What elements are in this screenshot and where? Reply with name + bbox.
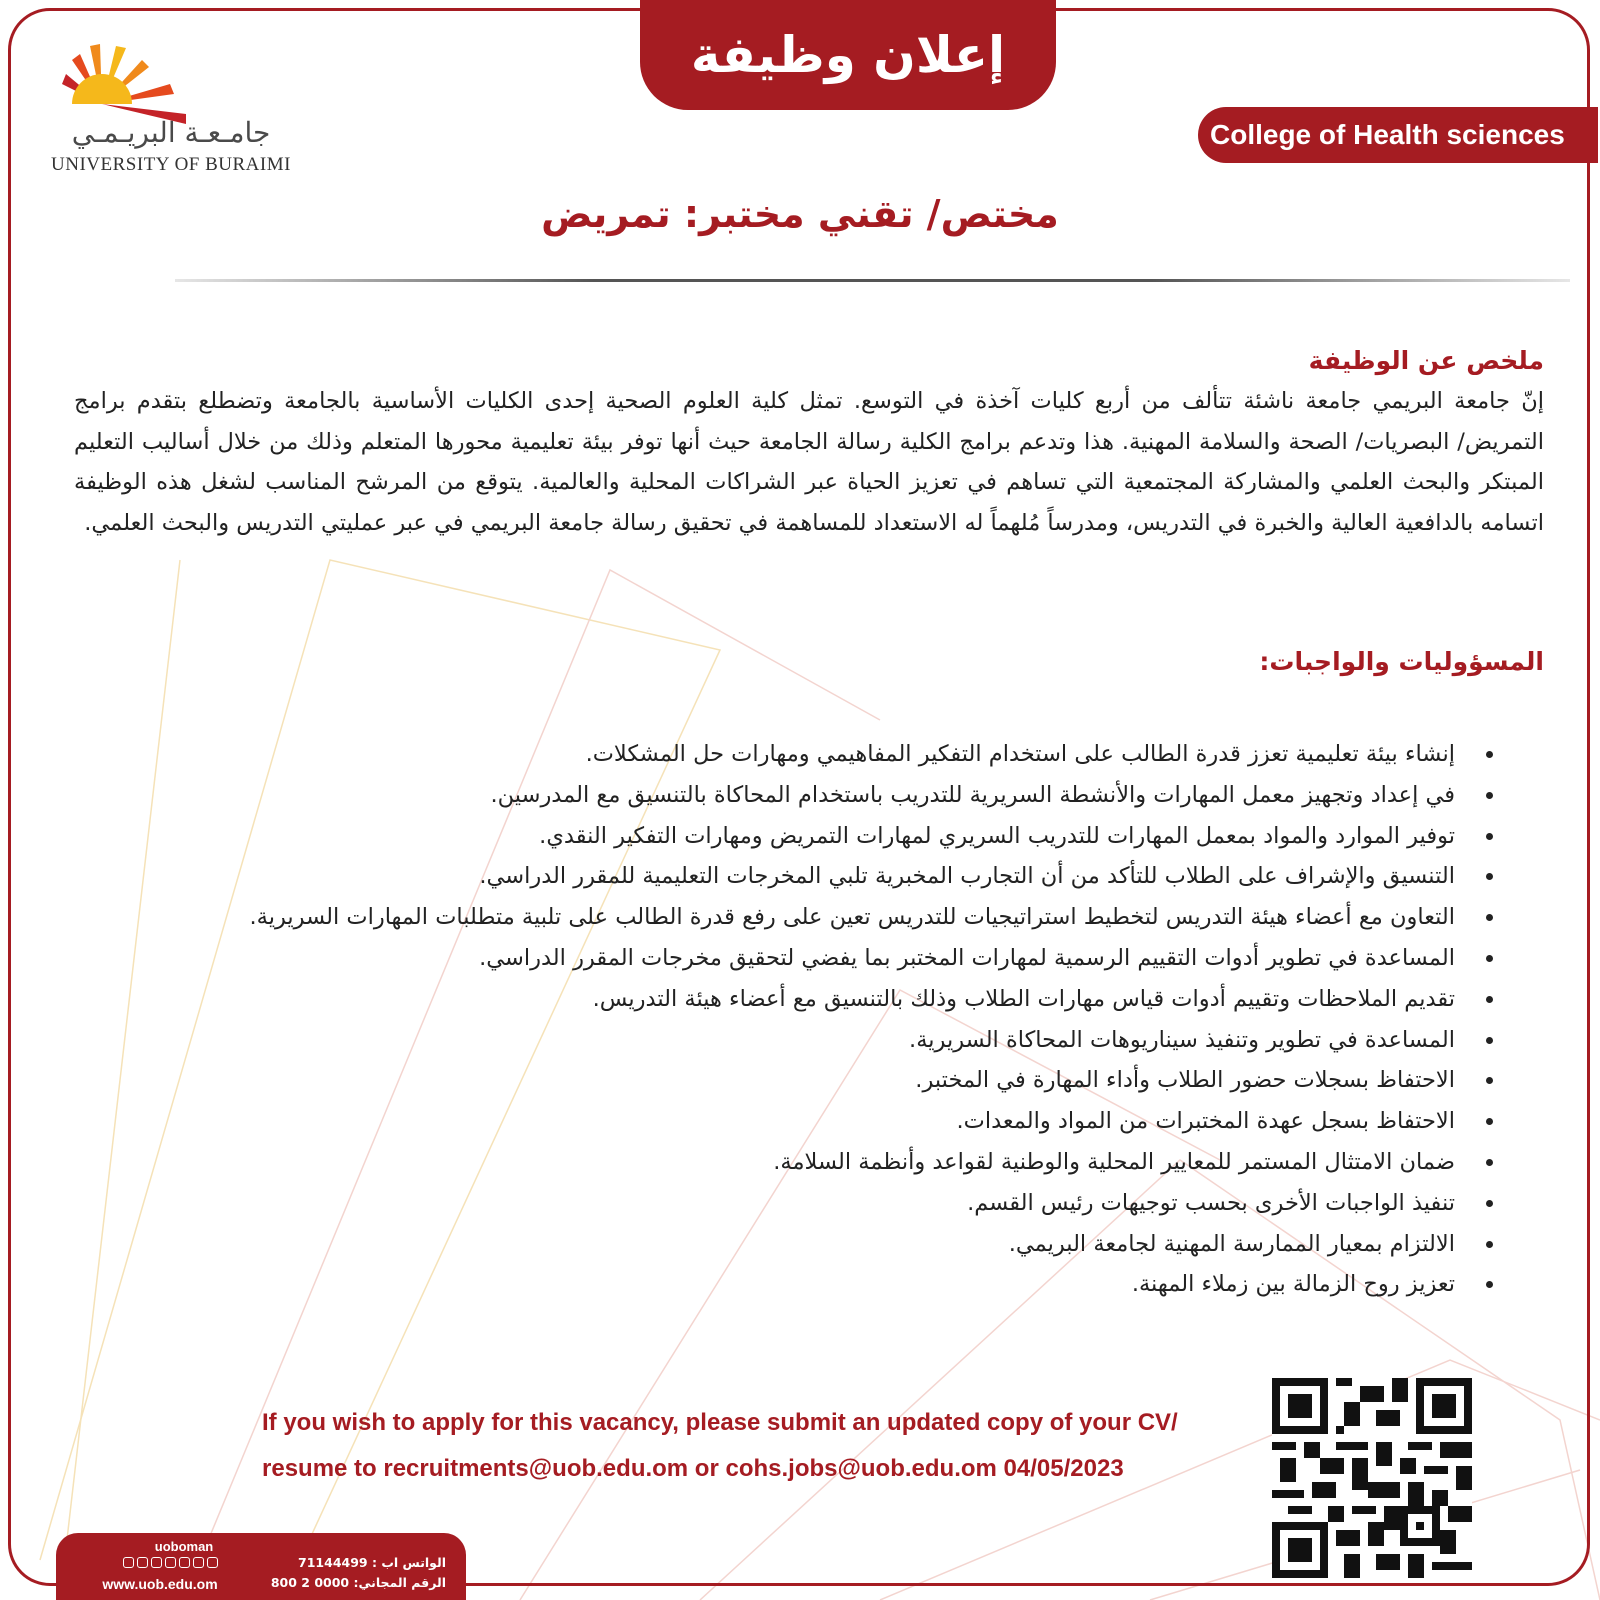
announcement-title: إعلان وظيفة — [690, 26, 1006, 84]
list-item: • تقديم الملاحظات وتقييم أدوات قياس مهارات الطلاب وذلك بالتنسيق مع أعضاء هيئة التدريس. — [123, 979, 1473, 1020]
summary-heading: ملخص عن الوظيفة — [1308, 346, 1544, 375]
list-item: • المساعدة في تطوير وتنفيذ سيناريوهات المحاكاة السريرية. — [123, 1020, 1473, 1061]
snapchat-icon[interactable] — [179, 1557, 190, 1568]
apply-line-1: If you wish to apply for this vacancy, please submit an updated copy of your CV/ — [262, 1409, 1178, 1436]
logo-english-name: UNIVERSITY OF BURAIMI — [51, 154, 291, 175]
summary-paragraph: إنّ جامعة البريمي جامعة ناشئة تتألف من أربع كليات آخذة في التوسع. تمثل كلية العلوم الصحية إحدى الكليات الأساسية بالجامعة وتضطلع بتقدم برامج التمريض/ البصريات/ الصحة والسلامة المهنية. هذا وتدعم برامج الكلية رسالة الجامعة حيث أنها توفر بيئة تعليمية محورها المتعلم وذلك من خلال أساليب التعليم المبتكر والبحث العلمي والمشاركة المجتمعية التي تساهم في تعزيز الحياة عبر الشراكات المحلية والعالمية. يتوقع من المرشح المناسب لشغل هذه الوظيفة اتسامه بالدافعية العالية والخبرة في التدريس، ومدرساً مُلهماً له الاستعداد للمساهمة في تحقيق رسالة جامعة البريمي في عبر عمليتي التدريس والبحث العلمي. — [74, 388, 1544, 536]
list-item: • إنشاء بيئة تعليمية تعزز قدرة الطالب على استخدام التفكير المفاهيمي ومهارات حل المشكلات. — [123, 734, 1473, 775]
list-item: • التنسيق والإشراف على الطلاب للتأكد من أن التجارب المخبرية تلبي المخرجات التعليمية للمقرر الدراسي. — [123, 856, 1473, 897]
facebook-icon[interactable] — [123, 1557, 134, 1568]
announcement-banner — [640, 0, 1056, 110]
list-item: • ضمان الامتثال المستمر للمعايير المحلية والوطنية لقواعد وأنظمة السلامة. — [123, 1142, 1473, 1183]
college-label: College of Health sciences — [1210, 119, 1565, 150]
list-item: • المساعدة في تطوير أدوات التقييم الرسمية لمهارات المختبر بما يفضي لتحقيق مخرجات المقرر الدراسي. — [123, 938, 1473, 979]
responsibilities-heading: المسؤوليات والواجبات: — [1259, 647, 1544, 676]
youtube-icon[interactable] — [165, 1557, 176, 1568]
linkedin-icon[interactable] — [207, 1557, 218, 1568]
logo-arabic-name: جامـعـة البريـمـي — [71, 116, 271, 149]
footer-contact-badge — [56, 1533, 466, 1600]
list-item: • تعزيز روح الزمالة بين زملاء المهنة. — [123, 1264, 1473, 1305]
list-item: • الالتزام بمعيار الممارسة المهنية لجامعة البريمي. — [123, 1224, 1473, 1265]
list-item: • الاحتفاظ بسجل عهدة المختبرات من المواد والمعدات. — [123, 1101, 1473, 1142]
title-divider — [175, 279, 1570, 282]
job-title: مختص/ تقني مختبر: تمريض — [541, 192, 1059, 236]
list-item: • التعاون مع أعضاء هيئة التدريس لتخطيط استراتيجيات للتدريس تعين على رفع قدرة الطالب على تلبية متطلبات المهارات السريرية. — [123, 897, 1473, 938]
tiktok-icon[interactable] — [193, 1557, 204, 1568]
list-item: • الاحتفاظ بسجلات حضور الطلاب وأداء المهارة في المختبر. — [123, 1060, 1473, 1101]
website-link[interactable]: www.uob.edu.om — [102, 1576, 218, 1592]
qr-code-icon[interactable] — [1272, 1378, 1472, 1578]
toll-free-number: الرقم المجاني: 0000 2 800 — [270, 1575, 446, 1590]
twitter-icon[interactable] — [137, 1557, 148, 1568]
whatsapp-number: الواتس اب : 71144499 — [298, 1555, 446, 1570]
responsibilities-list — [123, 734, 1495, 1305]
social-icons — [80, 1557, 260, 1568]
list-item: • في إعداد وتجهيز معمل المهارات والأنشطة السريرية للتدريب باستخدام المحاكاة بالتنسيق مع المدرسين. — [123, 775, 1473, 816]
social-handle[interactable]: uoboman — [154, 1539, 214, 1554]
application-instructions — [262, 1400, 1252, 1492]
college-badge — [1198, 107, 1598, 163]
instagram-icon[interactable] — [151, 1557, 162, 1568]
apply-line-2[interactable]: resume to recruitments@uob.edu.om or cohs.jobs@uob.edu.om 04/05/2023 — [262, 1455, 1124, 1482]
list-item: • تنفيذ الواجبات الأخرى بحسب توجيهات رئيس القسم. — [123, 1183, 1473, 1224]
list-item: • توفير الموارد والمواد بمعمل المهارات للتدريب السريري لمهارات التمريض ومهارات التفكير النقدي. — [123, 816, 1473, 857]
